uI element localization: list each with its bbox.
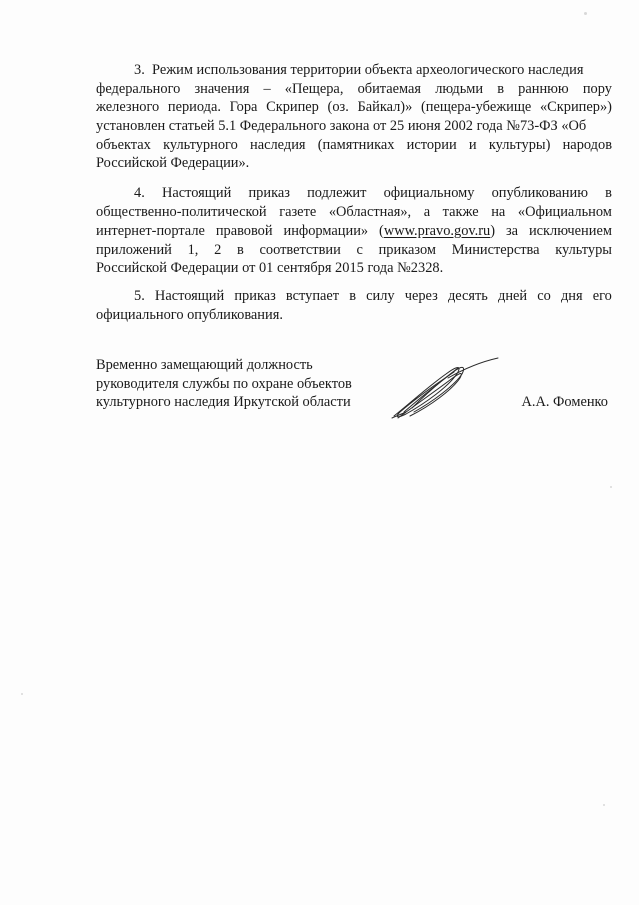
paragraph-4-line-4: приложений 1, 2 в соответствии с приказом Министерства культуры	[96, 242, 612, 258]
scan-speck	[603, 804, 605, 806]
signatory-position-line-1: Временно замещающий должность	[96, 357, 313, 373]
scan-speck	[21, 693, 23, 695]
paragraph-4-line-3: интернет-портале правовой информации» (www.pravo.gov.ru) за исключением	[96, 223, 612, 239]
scan-speck	[584, 12, 587, 15]
paragraph-3-number: 3.	[134, 62, 145, 78]
handwritten-signature	[384, 356, 500, 422]
paragraph-3-line-4: установлен статьей 5.1 Федерального закона от 25 июня 2002 года №73-ФЗ «Об	[96, 118, 587, 134]
paragraph-5-line-1: 5. Настоящий приказ вступает в силу через десять дней со дня его	[134, 288, 612, 304]
paragraph-5-line-2: официального опубликования.	[96, 307, 283, 323]
paragraph-4-line-5: Российской Федерации от 01 сентября 2015 года №2328.	[96, 260, 444, 276]
paragraph-4-line-1: 4. Настоящий приказ подлежит официальному опубликованию в	[134, 185, 612, 201]
paragraph-5-number: 5.	[134, 288, 145, 304]
paragraph-3-line-2: федерального значения – «Пещера, обитаемая людьми в раннюю пору	[96, 81, 612, 97]
paragraph-3-line-3: железного периода. Гора Скрипер (оз. Байкал)» (пещера-убежище «Скрипер»)	[96, 99, 612, 115]
paragraph-4-line-2: общественно-политической газете «Областная», а также на «Официальном	[96, 204, 612, 220]
signatory-position-line-2: руководителя службы по охране объектов	[96, 376, 352, 392]
scan-speck	[610, 486, 612, 488]
signatory-name: А.А. Фоменко	[521, 394, 608, 410]
paragraph-3-line-5: объектах культурного наследия (памятниках истории и культуры) народов	[96, 137, 612, 153]
paragraph-3-line-1: 3. Режим использования территории объекта археологического наследия	[134, 62, 584, 78]
signatory-position-line-3: культурного наследия Иркутской области	[96, 394, 351, 410]
pravo-gov-link[interactable]: www.pravo.gov.ru	[383, 223, 491, 239]
paragraph-4-number: 4.	[134, 185, 145, 201]
paragraph-3-line-6: Российской Федерации».	[96, 155, 250, 171]
